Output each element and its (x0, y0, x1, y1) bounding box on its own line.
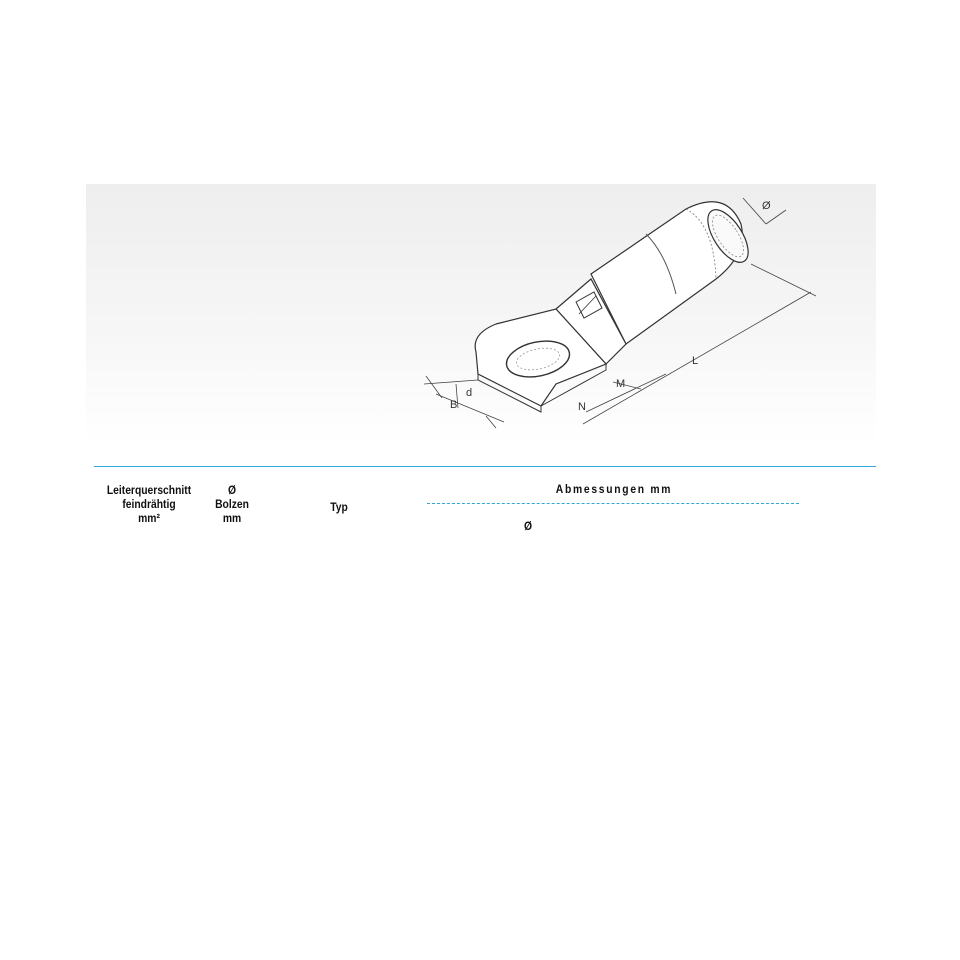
dim-label-m: M (616, 378, 626, 390)
dim-label-diameter: Ø (762, 200, 771, 212)
header-cross-section: Leiterquerschnitt feindrähtig mm² (106, 483, 192, 525)
table-top-rule (94, 466, 876, 467)
header-dimensions-rule (427, 503, 799, 504)
technical-drawing-panel (86, 184, 876, 444)
header-dimensions: Abmessungen mm (555, 482, 673, 496)
header-type: Typ (330, 500, 348, 514)
header-dim-diameter: Ø (523, 519, 533, 533)
cable-lug-drawing (86, 184, 876, 444)
dim-label-n: N (578, 401, 586, 413)
dim-label-b: B (450, 399, 458, 411)
dim-label-d: d (466, 387, 473, 399)
dim-label-length: L (692, 355, 699, 367)
header-bolt: Ø Bolzen mm (215, 483, 249, 525)
